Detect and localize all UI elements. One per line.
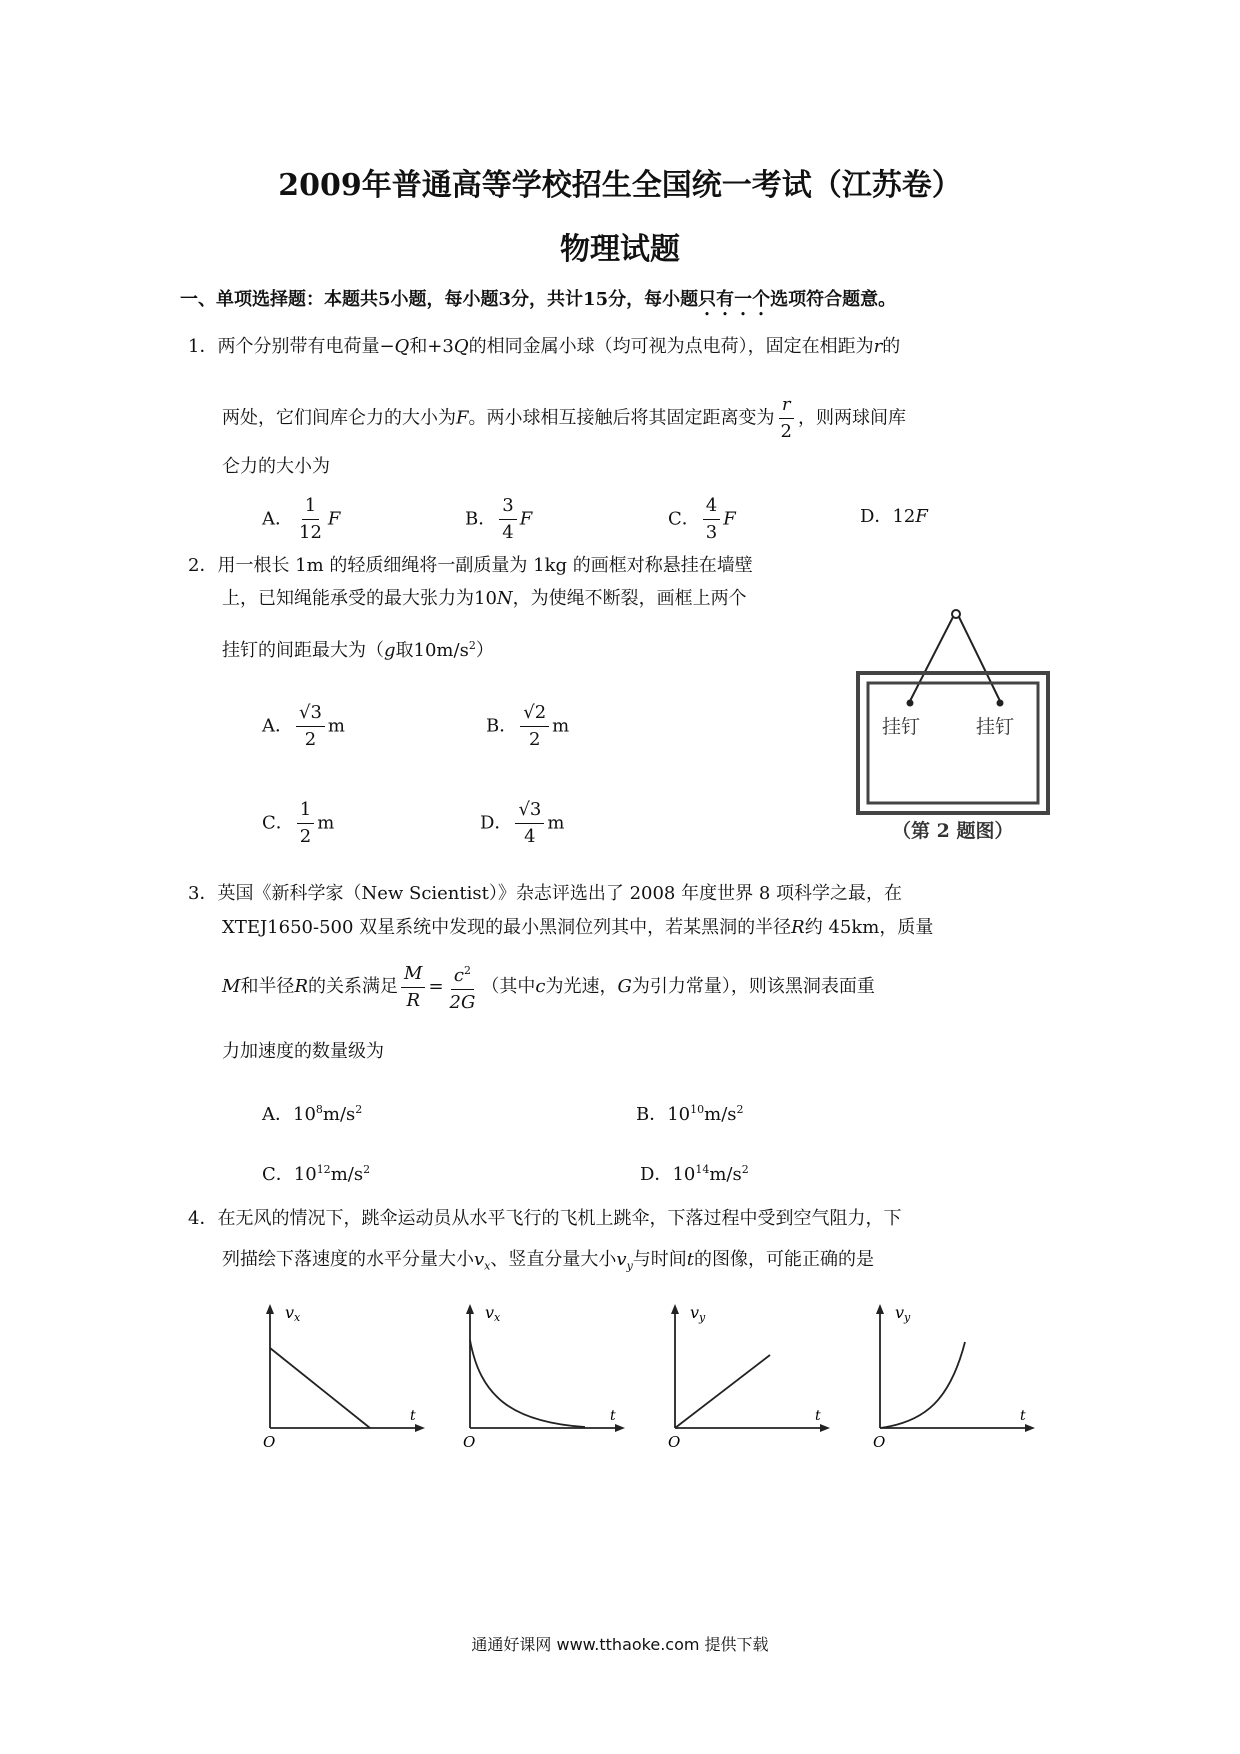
option-label: D． xyxy=(640,1164,673,1185)
q4-graph-b xyxy=(455,1300,635,1450)
q2-text: 挂钉的间距最大为（ xyxy=(222,640,384,661)
q3-var-G: G xyxy=(617,976,632,997)
option-label: D． xyxy=(480,812,513,834)
q2-text: 取10m/s xyxy=(395,640,469,661)
q2-line1 xyxy=(188,554,753,578)
x-axis-arrow xyxy=(415,1424,425,1432)
fraction-numerator: 1 xyxy=(302,493,319,520)
q1-var-Q: Q xyxy=(453,336,469,357)
q2-line2 xyxy=(222,587,747,611)
q3-text: 约 45km，质量 xyxy=(804,917,934,938)
option-unit: m xyxy=(327,715,345,737)
q2-text: 上，已知绳能承受的最大张力为10 xyxy=(222,588,497,609)
q3-text: XTEJ1650-500 双星系统中发现的最小黑洞位列其中，若某黑洞的半径 xyxy=(222,917,792,938)
q1-text: 和+3 xyxy=(409,336,454,357)
x-axis-label: t xyxy=(1020,1408,1026,1424)
q2-number: 2． xyxy=(188,555,218,576)
q4-graph-d xyxy=(865,1300,1045,1450)
q1-text: 两个分别带有电荷量− xyxy=(217,336,395,357)
origin-label: O xyxy=(263,1433,276,1450)
page-footer: 通通好课网 www.tthaoke.com 提供下载 xyxy=(471,1635,769,1654)
option-label: B． xyxy=(465,508,497,530)
x-axis-arrow xyxy=(1025,1424,1035,1432)
q3-text: 和半径 xyxy=(240,976,295,997)
fraction-denominator: 12 xyxy=(299,522,322,543)
y-axis-label: vx xyxy=(485,1303,501,1324)
x-axis-label: t xyxy=(610,1408,616,1424)
option-fraction xyxy=(520,700,549,753)
fraction-numerator: r xyxy=(779,392,794,419)
q3-text: （其中 xyxy=(481,976,536,997)
fraction-numerator: √2 xyxy=(520,700,549,727)
y-axis-label: vy xyxy=(690,1303,706,1324)
q3-var-R: R xyxy=(294,976,308,997)
option-label: C． xyxy=(262,812,294,834)
y-axis-arrow xyxy=(466,1304,474,1314)
fraction-numerator: 1 xyxy=(297,797,314,824)
q4-graph-a xyxy=(255,1300,435,1450)
fraction-denominator: 4 xyxy=(524,826,536,847)
nail-right-label: 挂钉 xyxy=(976,716,1015,738)
fraction-numerator: 3 xyxy=(499,493,516,520)
q3-var-c: c xyxy=(535,976,546,997)
q1-var-r: r xyxy=(873,336,883,357)
x-axis-arrow xyxy=(615,1424,625,1432)
q3-line2 xyxy=(222,916,933,940)
q2-line3 xyxy=(222,634,494,663)
y-axis-arrow xyxy=(266,1304,274,1314)
q2-option-d[interactable] xyxy=(480,797,564,850)
q2-unit-N: N xyxy=(496,588,513,609)
option-label: A． xyxy=(262,1104,293,1125)
q3-option-b[interactable] xyxy=(636,1098,744,1127)
q4-text: 、竖直分量大小 xyxy=(490,1249,617,1270)
q2-option-a[interactable] xyxy=(262,700,345,753)
option-label: B． xyxy=(636,1104,668,1125)
q2-text: 用一根长 1m 的轻质细绳将一副质量为 1kg 的画框对称悬挂在墙壁 xyxy=(217,555,753,576)
fraction-denominator: 3 xyxy=(705,522,718,543)
rope-right xyxy=(959,617,1000,701)
q3-text: 英国《新科学家（New Scientist）》杂志评选出了 2008 年度世界 8 项科学之最，在 xyxy=(217,883,903,904)
q4-line1 xyxy=(188,1207,901,1231)
q3-text: 为光速， xyxy=(545,976,618,997)
q3-fraction-M-over-R xyxy=(401,961,425,1014)
nail-right xyxy=(997,700,1004,707)
fraction-denominator: 4 xyxy=(502,522,514,543)
option-base: 10 xyxy=(672,1164,696,1185)
q4-var-v: v xyxy=(474,1249,485,1270)
option-fraction xyxy=(703,493,720,546)
option-label: B． xyxy=(486,715,518,737)
q3-option-a[interactable] xyxy=(262,1098,362,1127)
q2-text: ，为使绳不断裂，画框上两个 xyxy=(512,588,747,609)
option-label: C． xyxy=(668,508,700,530)
hanging-hook xyxy=(952,610,960,618)
option-unit: m xyxy=(552,715,570,737)
exam-title: 2009年普通高等学校招生全国统一考试（江苏卷） xyxy=(278,168,962,203)
q2-superscript: 2 xyxy=(468,639,476,652)
var-c: c xyxy=(453,965,464,986)
q4-subscript-y: y xyxy=(626,1259,633,1273)
q2-option-b[interactable] xyxy=(486,700,569,753)
q3-text: 的关系满足 xyxy=(308,976,398,997)
q4-var-v: v xyxy=(616,1249,627,1270)
fraction-denominator: 2 xyxy=(304,729,317,750)
option-label: A． xyxy=(262,715,293,737)
figure-caption: （第 2 题图） xyxy=(892,820,1014,842)
q1-option-a[interactable] xyxy=(262,493,340,546)
x-axis-label: t xyxy=(815,1408,821,1424)
q1-fraction-r-over-2 xyxy=(778,392,795,445)
exam-subtitle: 物理试题 xyxy=(560,232,680,267)
q1-var-F: F xyxy=(456,407,469,429)
fraction-numerator: √3 xyxy=(296,700,325,727)
fraction-denominator: 2G xyxy=(449,992,476,1013)
option-label: C． xyxy=(262,1164,294,1185)
q3-option-d[interactable] xyxy=(640,1158,749,1187)
q1-number: 1． xyxy=(188,336,218,357)
q1-var-Q: Q xyxy=(394,336,410,357)
origin-label: O xyxy=(668,1433,681,1450)
option-unit-exponent: 2 xyxy=(355,1103,363,1116)
y-axis-label: vy xyxy=(895,1303,911,1324)
q3-equals: = xyxy=(428,976,444,997)
superscript: 2 xyxy=(464,964,471,977)
origin-label: O xyxy=(873,1433,886,1450)
q1-text: 两处，它们间库仑力的大小为 xyxy=(222,407,456,429)
section-1-prefix: 一、单项选择题：本题共5小题，每小题3分，共计15分，每小题 xyxy=(180,289,699,310)
q4-text: 与时间 xyxy=(632,1249,687,1270)
q1-option-d[interactable] xyxy=(860,505,928,529)
q3-line3 xyxy=(222,958,875,1016)
option-unit: m/s xyxy=(709,1164,742,1185)
option-fraction xyxy=(296,700,325,753)
fraction-denominator: 2 xyxy=(780,421,792,442)
q1-line1 xyxy=(188,335,900,359)
x-axis-label: t xyxy=(410,1408,416,1424)
y-axis-label: vx xyxy=(285,1303,301,1324)
q4-number: 4． xyxy=(188,1208,218,1229)
q1-line3: 仑力的大小为 xyxy=(222,456,330,477)
q4-line2 xyxy=(222,1248,874,1279)
origin-label: O xyxy=(463,1433,476,1450)
option-base: 10 xyxy=(293,1164,317,1185)
option-exponent: 10 xyxy=(690,1103,705,1116)
section-1-header xyxy=(180,285,896,320)
q1-text: ，则两球间库 xyxy=(797,407,906,429)
option-unit-exponent: 2 xyxy=(741,1163,749,1176)
option-unit-exponent: 2 xyxy=(736,1103,744,1116)
option-label: A． xyxy=(262,508,293,530)
option-exponent: 14 xyxy=(695,1163,710,1176)
q1-text: 的相同金属小球（均可视为点电荷），固定在相距为 xyxy=(468,336,874,357)
nail-left-label: 挂钉 xyxy=(882,716,921,738)
graph-curve xyxy=(880,1342,965,1428)
q3-fraction-c2-over-2G xyxy=(447,958,479,1016)
option-fraction xyxy=(515,797,544,850)
q4-graph-c xyxy=(660,1300,840,1450)
q4-var-t: t xyxy=(686,1249,695,1270)
fraction-denominator: R xyxy=(406,989,420,1011)
fraction-denominator: 2 xyxy=(299,826,312,847)
q4-subscript-x: x xyxy=(484,1259,491,1273)
graph-curve xyxy=(270,1348,370,1428)
q2-option-c[interactable] xyxy=(262,797,334,850)
y-axis-arrow xyxy=(671,1304,679,1314)
q1-text: 的 xyxy=(882,336,901,357)
option-value: 12 xyxy=(892,506,916,527)
q3-line4: 力加速度的数量级为 xyxy=(222,1041,384,1062)
y-axis-arrow xyxy=(876,1304,884,1314)
fraction-numerator: √3 xyxy=(515,797,544,824)
option-var: F xyxy=(519,508,533,530)
q2-figure xyxy=(850,605,1060,845)
q1-option-c[interactable] xyxy=(668,493,736,546)
q4-text: 在无风的情况下，跳伞运动员从水平飞行的飞机上跳伞，下落过程中受到空气阻力，下 xyxy=(217,1208,902,1229)
fraction-numerator: M xyxy=(401,961,425,988)
q3-number: 3． xyxy=(188,883,218,904)
fraction-numerator xyxy=(451,958,474,990)
option-var: F xyxy=(723,508,736,530)
graph-curve xyxy=(470,1340,585,1427)
graph-curve xyxy=(675,1355,770,1428)
option-unit: m/s xyxy=(322,1104,356,1125)
option-fraction xyxy=(499,493,516,546)
option-base: 10 xyxy=(667,1104,691,1125)
q1-option-b[interactable] xyxy=(465,493,532,546)
option-var: F xyxy=(915,506,928,527)
q3-var-R: R xyxy=(791,917,805,938)
q1-line2 xyxy=(222,392,906,445)
x-axis-arrow xyxy=(820,1424,830,1432)
option-fraction xyxy=(297,797,314,850)
fraction-numerator: 4 xyxy=(703,493,720,520)
section-1-emphasis: 只有一个 xyxy=(698,289,771,310)
q3-line1 xyxy=(188,882,902,906)
option-unit: m xyxy=(317,812,335,834)
option-label: D． xyxy=(860,506,893,527)
option-unit: m xyxy=(547,812,565,834)
q4-text: 列描绘下落速度的水平分量大小 xyxy=(222,1249,474,1270)
frame-outer xyxy=(858,673,1048,813)
fraction-denominator: 2 xyxy=(528,729,541,750)
section-1-suffix: 选项符合题意。 xyxy=(770,289,897,310)
q3-text: 为引力常量），则该黑洞表面重 xyxy=(631,976,875,997)
option-exponent: 8 xyxy=(315,1103,323,1116)
q3-var-M: M xyxy=(222,976,241,997)
option-var: F xyxy=(327,508,341,530)
option-unit: m/s xyxy=(330,1164,364,1185)
q2-text: ） xyxy=(475,640,494,661)
option-unit: m/s xyxy=(704,1104,737,1125)
option-exponent: 12 xyxy=(316,1163,331,1176)
frame-inner xyxy=(868,683,1038,803)
nail-left xyxy=(907,700,914,707)
option-unit-exponent: 2 xyxy=(363,1163,371,1176)
q2-var-g: g xyxy=(384,640,396,661)
rope-left xyxy=(910,617,953,701)
q4-text: 的图像，可能正确的是 xyxy=(694,1249,875,1270)
option-base: 10 xyxy=(293,1104,316,1125)
option-fraction xyxy=(296,493,325,546)
q3-option-c[interactable] xyxy=(262,1158,370,1187)
q1-text: 。两小球相互接触后将其固定距离变为 xyxy=(468,407,775,429)
